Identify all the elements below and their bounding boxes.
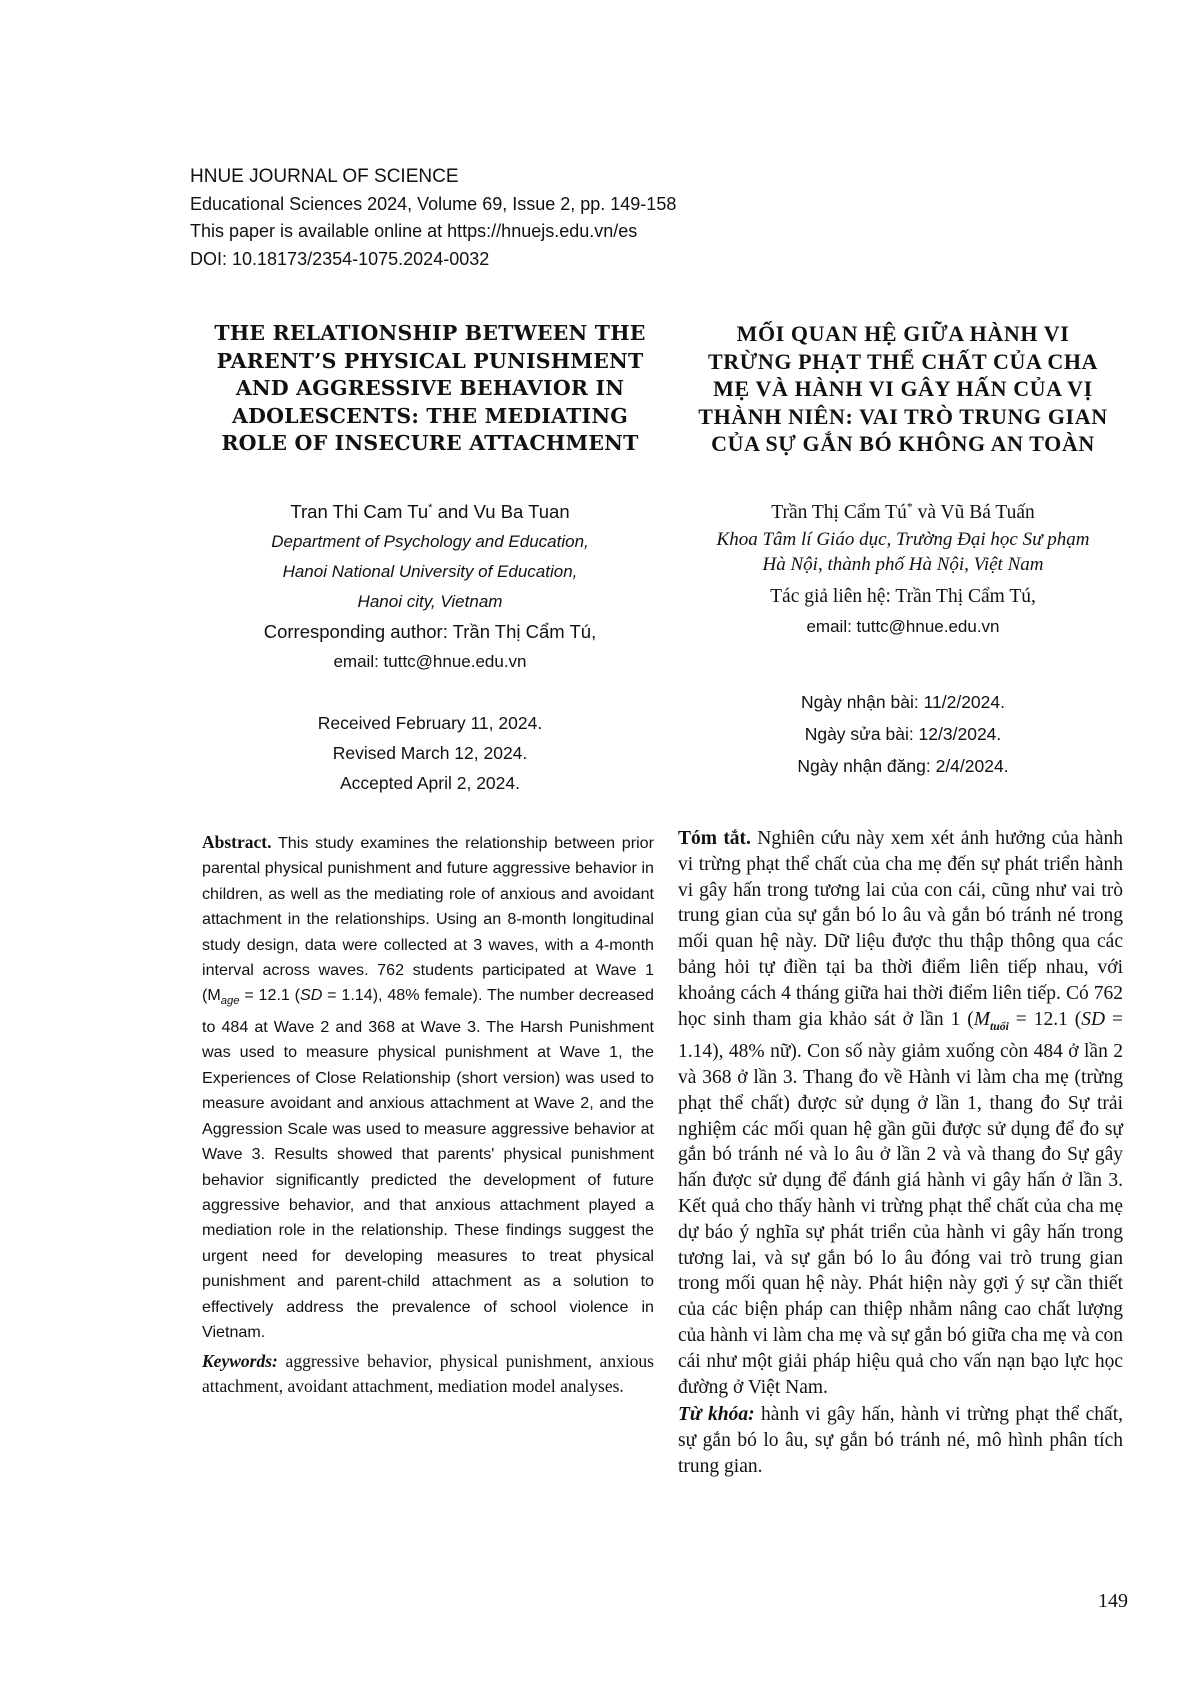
english-affiliation-line: Department of Psychology and Education, — [271, 532, 589, 551]
vietnamese-title-line: THÀNH NIÊN: VAI TRÒ TRUNG GIAN — [698, 403, 1108, 429]
english-title — [200, 320, 660, 458]
vietnamese-authors-block — [678, 499, 1128, 643]
abstract-label: Tóm tắt. — [678, 828, 751, 849]
abstract-text-part: = 1.14), 48% nữ). Con số này giảm xuống còn 484 ở lần 2 và 368 ở lần 3. Thang đo về Hành vi làm cha mẹ (trừng phạt thể chất) được sử dụng ở lần 1, thang đo Sự trải nghiệm các mối quan hệ gần gũi được sử dụng để đo sự gắn bó tránh né và lo âu ở lần 2 và và thang đo Sự gây hấn được sử dụng để đánh giá hành vi gây hấn ở lần 3. Kết quả cho thấy hành vi trừng phạt thể chất của cha mẹ dự báo ý nghĩa sự phát triển của hành vi gây hấn trong tương lai, và sự gắn bó lo âu đóng vai trò trung gian trong mối quan hệ này. Phát hiện này gợi ý sự cần thiết của các biện pháp can thiệp nhằm nâng cao chất lượng của hành vi làm cha mẹ và sự gắn bó giữa cha mẹ và con cái như một giải pháp hiệu quả cho vấn nạn bạo lực học đường ở Việt Nam. — [678, 1008, 1123, 1398]
vietnamese-corresponding-author: Tác giả liên hệ: Trần Thị Cẩm Tú, — [770, 586, 1036, 607]
sd-symbol: SD — [300, 986, 323, 1005]
english-title-block — [200, 320, 660, 458]
keywords-text: aggressive behavior, physical punishment, anxious attachment, avoidant attachment, mediation model analyses. — [202, 1351, 654, 1397]
author-names-rest: and Vu Ba Tuan — [432, 501, 570, 522]
vietnamese-title-line: MẸ VÀ HÀNH VI GÂY HẤN CỦA VỊ — [713, 376, 1093, 401]
english-keywords — [202, 1349, 654, 1399]
page-number: 149 — [1098, 1590, 1128, 1612]
journal-doi: DOI: 10.18173/2354-1075.2024-0032 — [190, 248, 490, 269]
english-abstract-text — [202, 830, 654, 1345]
english-title-line: AND AGGRESSIVE BEHAVIOR IN — [235, 376, 625, 400]
keywords-label: Từ khóa: — [678, 1404, 755, 1426]
abstract-text-part: = 12.1 ( — [239, 986, 301, 1005]
vietnamese-affiliation-line: Khoa Tâm lí Giáo dục, Trường Đại học Sư phạm — [716, 529, 1090, 550]
author-names: Trần Thị Cẩm Tú — [771, 502, 907, 523]
vietnamese-dates — [678, 686, 1128, 782]
keywords-label: Keywords: — [202, 1351, 278, 1372]
revised-date: Ngày sửa bài: 12/3/2024. — [804, 724, 1002, 744]
vietnamese-keywords — [678, 1402, 1123, 1479]
english-authors-block — [200, 497, 660, 677]
english-affiliation-line: Hanoi National University of Education, — [282, 562, 578, 581]
received-date: Ngày nhận bài: 11/2/2024. — [800, 692, 1005, 712]
abstract-text-part: Nghiên cứu này xem xét ảnh hưởng của hành vi trừng phạt thể chất của cha mẹ đến sự phát triển hành vi gây hấn trong tương lai của con cái, cũng như vai trò trung gian của sự gắn bó lo âu và gắn bó tránh né trong mối quan hệ này. Dữ liệu được thu thập thông qua các bảng hỏi tự điền tại ba thời điểm liên tiếp nhau, với khoảng cách 4 tháng giữa hai thời điểm liên tiếp. Có 762 học sinh tham gia khảo sát ở lần 1 ( — [678, 828, 1123, 1030]
sd-symbol: SD — [1081, 1008, 1106, 1030]
accepted-date: Accepted April 2, 2024. — [340, 773, 520, 793]
corresponding-mark: * — [428, 501, 433, 514]
abstract-label: Abstract. — [202, 832, 272, 852]
english-authors — [200, 497, 660, 527]
journal-name: HNUE JOURNAL OF SCIENCE — [190, 166, 459, 187]
english-title-line: THE RELATIONSHIP BETWEEN THE — [214, 321, 646, 345]
vietnamese-email: email: tuttc@hnue.edu.vn — [806, 617, 1000, 636]
accepted-date: Ngày nhận đăng: 2/4/2024. — [797, 756, 1009, 776]
author-names-rest: và Vũ Bá Tuấn — [912, 502, 1035, 523]
abstract-text-part: = 12.1 ( — [1008, 1008, 1082, 1030]
vietnamese-abstract-text — [678, 826, 1123, 1400]
revised-date: Revised March 12, 2024. — [332, 743, 528, 763]
vietnamese-title-line: TRỪNG PHẠT THỂ CHẤT CỦA CHA — [707, 348, 1099, 374]
vietnamese-affiliation-line: Hà Nội, thành phố Hà Nội, Việt Nam — [762, 554, 1044, 575]
keywords-text: hành vi gây hấn, hành vi trừng phạt thể chất, sự gắn bó lo âu, sự gắn bó tránh né, mô hình phân tích trung gian. — [678, 1404, 1124, 1478]
english-title-line: ROLE OF INSECURE ATTACHMENT — [221, 431, 639, 455]
abstract-text-part: = 1.14), 48% female). The number decreased to 484 at Wave 2 and 368 at Wave 3. The Harsh Punishment was used to measure physical punishment at Wave 1, the Experiences of Close Relationship (short version) was used to measure avoidant and anxious attachment at Wave 2, and the Aggression Scale was used to measure aggressive behavior at Wave 3. Results showed that parents' physical punishment behavior significantly predicted the development of future aggressive behavior, and that anxious attachment played a mediation role in the relationship. These findings suggest the urgent need for developing measures to treat physical punishment and parent-child attachment as a solution to effectively address the prevalence of school violence in Vietnam. — [202, 986, 654, 1341]
vietnamese-title-line: CỦA SỰ GẮN BÓ KHÔNG AN TOÀN — [711, 431, 1095, 456]
subscript-age: tuổi — [990, 1019, 1009, 1033]
journal-header — [190, 163, 890, 273]
abstract-text-part: This study examines the relationship between prior parental physical punishment and future aggressive behavior in children, as well as the mediating role of anxious and avoidant attachment in the relationships. Using an 8-month longitudinal study design, data were collected at 3 waves, with a 4-month interval across waves. 762 students participated at Wave 1 (M — [202, 834, 654, 1005]
m-symbol: M — [973, 1008, 990, 1030]
english-affiliation-line: Hanoi city, Vietnam — [357, 592, 503, 611]
english-corresponding-author: Corresponding author: Trần Thị Cẩm Tú, — [263, 621, 597, 642]
author-names: Tran Thi Cam Tu — [290, 501, 429, 522]
vietnamese-abstract — [678, 826, 1123, 1480]
vietnamese-title-block — [678, 320, 1128, 458]
received-date: Received February 11, 2024. — [317, 713, 543, 733]
vietnamese-title-line: MỐI QUAN HỆ GIỮA HÀNH VI — [736, 321, 1070, 346]
english-title-line: ADOLESCENTS: THE MEDIATING — [232, 403, 628, 428]
vietnamese-title — [678, 320, 1128, 458]
vietnamese-authors — [678, 499, 1128, 527]
corresponding-mark: * — [906, 500, 913, 514]
english-email: email: tuttc@hnue.edu.vn — [333, 652, 527, 671]
journal-issue: Educational Sciences 2024, Volume 69, Issue 2, pp. 149-158 — [190, 193, 677, 214]
subscript-age: age — [220, 995, 240, 1008]
english-title-line: PARENT’S PHYSICAL PUNISHMENT — [216, 348, 644, 373]
english-abstract — [202, 830, 654, 1399]
english-dates — [200, 708, 660, 798]
journal-online-note: This paper is available online at https://hnuejs.edu.vn/es — [190, 221, 638, 241]
